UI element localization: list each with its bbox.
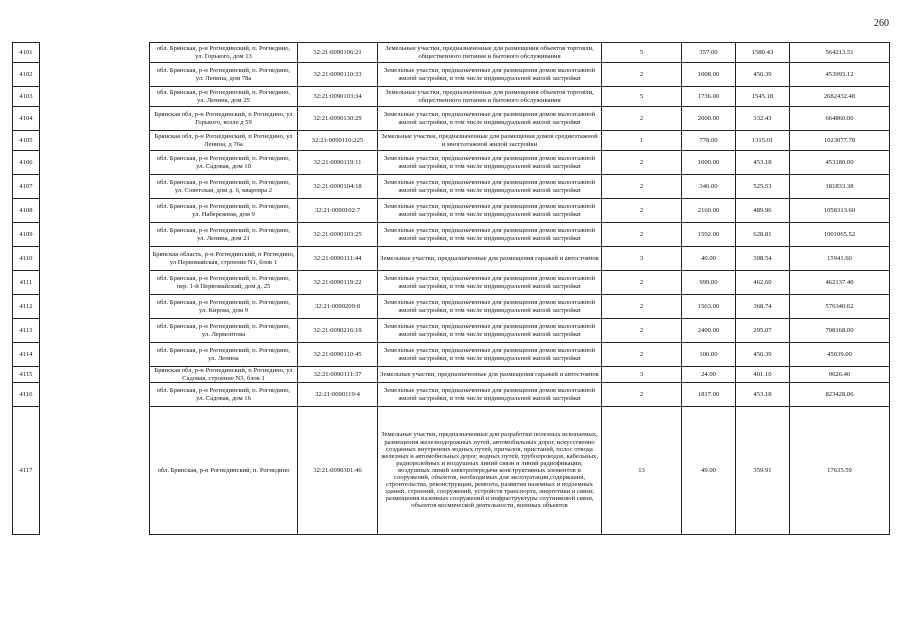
cell-land-use-purpose: Земельные участки, предназначенные для размещения домов малоэтажной жилой застройки, в том числе индивидуальной жилой застройки: [378, 295, 602, 319]
cell-use-group: 2: [602, 63, 682, 87]
cell-gap: [40, 247, 150, 271]
cell-gap: [40, 43, 150, 63]
cell-use-group: 2: [602, 319, 682, 343]
cell-land-use-purpose: Земельные участки, предназначенные для размещения домов малоэтажной жилой застройки, в том числе индивидуальной жилой застройки: [378, 199, 602, 223]
cell-cadastral-number: 32:21:0090103:25: [298, 223, 378, 247]
cell-specific-value: 525.53: [736, 175, 790, 199]
cell-cadastral-number: 32:21:0090104:18: [298, 175, 378, 199]
cell-use-group: 2: [602, 223, 682, 247]
cell-cadastral-value: 17635.59: [790, 407, 890, 535]
table-row: [13, 131, 890, 151]
cell-cadastral-value: 15941.60: [790, 247, 890, 271]
cell-address: обл. Брянская, р-н Рогнединский, п. Рогнедино, ул. Лермонтова: [150, 319, 298, 343]
cell-gap: [40, 63, 150, 87]
cell-land-use-purpose: Земельные участки, предназначенные для разработки полезных ископаемых, размещения железнодорожных путей, автомобильных дорог, искусственно созданных внутренних водных путей, причалов, пристаней, полос отвода железных и автомобильных дорог, водных путей, трубопроводов, кабельных, радиорелейных и воздушных линий связи и линий радиофикации, воздушных линий электропередачи конструктивных элементов и сооружений, объектов, необходимых для эксплуатации,содержания, строительства, реконструкции, ремонта, развития наземных и подземных зданий, строений, сооружений, устройств транспорта, энергетики и связи; размещения наземных сооружений и инфраструктуры спутниковой связи, объектов космической деятельности, военных объектов: [378, 407, 602, 535]
cell-address: обл. Брянская, р-н Рогнединский, п. Рогнедино, ул. Набережная, дом 9: [150, 199, 298, 223]
cell-specific-value: 453.18: [736, 151, 790, 175]
cell-address: обл. Брянская, р-н Рогнединский, п. Рогнедино: [150, 407, 298, 535]
cell-cadastral-value: 181833.38: [790, 175, 890, 199]
cell-cadastral-value: 1023077.78: [790, 131, 890, 151]
cell-address: Брянская обл, р-н Рогнединский, п Рогнедино, ул Садовая, строение N3, блок 1: [150, 367, 298, 383]
cell-cadastral-number: 32:21:0090111:44: [298, 247, 378, 271]
cell-area: 1008.00: [682, 63, 736, 87]
cell-land-use-purpose: Земельные участки, предназначенные для размещения гаражей и автостоянок: [378, 367, 602, 383]
land-plot-registry-table: [12, 42, 890, 535]
cell-row-number: 4109: [13, 223, 40, 247]
cell-cadastral-number: 32:21:0090102:7: [298, 199, 378, 223]
cell-cadastral-number: 32:21:0090130:29: [298, 107, 378, 131]
cell-row-number: 4117: [13, 407, 40, 535]
page-number: 260: [874, 18, 889, 29]
cell-address: обл. Брянская, р-н Рогнединский, п. Рогнедино, ул. Садовая, дом 16: [150, 383, 298, 407]
cell-cadastral-number: 32:21:0090103:34: [298, 87, 378, 107]
cell-specific-value: 453.18: [736, 383, 790, 407]
cell-gap: [40, 151, 150, 175]
cell-cadastral-number: 32:21:0090110:33: [298, 63, 378, 87]
cell-specific-value: 332.43: [736, 107, 790, 131]
cell-row-number: 4113: [13, 319, 40, 343]
cell-land-use-purpose: Земельные участки, предназначенные для размещения домов малоэтажной жилой застройки, в том числе индивидуальной жилой застройки: [378, 343, 602, 367]
cell-row-number: 4108: [13, 199, 40, 223]
cell-use-group: 2: [602, 295, 682, 319]
cell-cadastral-value: 576340.62: [790, 295, 890, 319]
table-body: [13, 43, 890, 535]
cell-specific-value: 1315.01: [736, 131, 790, 151]
table-row: [13, 151, 890, 175]
cell-area: 100.00: [682, 343, 736, 367]
cell-area: 346.00: [682, 175, 736, 199]
cell-area: 778.00: [682, 131, 736, 151]
table-row: [13, 175, 890, 199]
cell-land-use-purpose: Земельные участки, предназначенные для размещения домов среднеэтажной и многоэтажной жилой застройки: [378, 131, 602, 151]
cell-specific-value: 450.39: [736, 343, 790, 367]
cell-use-group: 2: [602, 383, 682, 407]
cell-address: Брянская обл, р-н Рогнединский, п Рогнедино, ул Горького, возле д 59: [150, 107, 298, 131]
cell-address: обл. Брянская, р-н Рогнединский, п. Рогнедино, ул. Советская, дом д. 6, квартира 2: [150, 175, 298, 199]
table-row: [13, 367, 890, 383]
cell-gap: [40, 131, 150, 151]
cell-specific-value: 1580.43: [736, 43, 790, 63]
cell-cadastral-value: 45039.00: [790, 343, 890, 367]
cell-cadastral-value: 664860.00: [790, 107, 890, 131]
cell-address: обл. Брянская, р-н Рогнединский, п. Рогнедино, пер. 1-й Первомайский, дом д. 25: [150, 271, 298, 295]
cell-land-use-purpose: Земельные участки, предназначенные для размещения гаражей и автостоянок: [378, 247, 602, 271]
cell-address: обл. Брянская, р-н Рогнединский, п. Рогнедино, ул. Ленина: [150, 343, 298, 367]
cell-land-use-purpose: Земельные участки, предназначенные для размещения домов малоэтажной жилой застройки, в том числе индивидуальной жилой застройки: [378, 151, 602, 175]
cell-land-use-purpose: Земельные участки, предназначенные для размещения домов малоэтажной жилой застройки, в том числе индивидуальной жилой застройки: [378, 175, 602, 199]
cell-area: 2000.00: [682, 107, 736, 131]
cell-area: 1563.00: [682, 295, 736, 319]
cell-use-group: 2: [602, 175, 682, 199]
cell-land-use-purpose: Земельные участки, предназначенные для размещения домов малоэтажной жилой застройки, в том числе индивидуальной жилой застройки: [378, 107, 602, 131]
cell-land-use-purpose: Земельные участки, предназначенные для размещения объектов торговли, общественного питания и бытового обслуживания: [378, 43, 602, 63]
cell-specific-value: 450.39: [736, 63, 790, 87]
cell-cadastral-value: 1001065.52: [790, 223, 890, 247]
cell-gap: [40, 87, 150, 107]
cell-address: обл. Брянская, р-н Рогнединский, п. Рогнедино, ул. Кирова, дом 9: [150, 295, 298, 319]
table-row: [13, 247, 890, 271]
cell-row-number: 4107: [13, 175, 40, 199]
cell-cadastral-number: 32:21:0090301:46: [298, 407, 378, 535]
cell-specific-value: 1545.18: [736, 87, 790, 107]
cell-address: обл. Брянская, р-н Рогнединский, п. Рогнедино, ул. Ленина, дом 25: [150, 87, 298, 107]
cell-cadastral-value: 453993.12: [790, 63, 890, 87]
cell-cadastral-number: 32:21:0090209:8: [298, 295, 378, 319]
cell-area: 2160.00: [682, 199, 736, 223]
table-row: [13, 295, 890, 319]
cell-gap: [40, 223, 150, 247]
cell-area: 24.00: [682, 367, 736, 383]
table-row: [13, 383, 890, 407]
cell-address: Брянская область, р-н Рогнединский, п Рогнедино, ул Первомайская, строение N1, блок 1: [150, 247, 298, 271]
cell-cadastral-value: 9626.40: [790, 367, 890, 383]
table-row: [13, 199, 890, 223]
cell-specific-value: 295.07: [736, 319, 790, 343]
cell-row-number: 4105: [13, 131, 40, 151]
cell-use-group: 3: [602, 247, 682, 271]
cell-cadastral-number: 32:21:0090216:19: [298, 319, 378, 343]
cell-row-number: 4111: [13, 271, 40, 295]
cell-cadastral-value: 564213.51: [790, 43, 890, 63]
cell-gap: [40, 295, 150, 319]
cell-use-group: 5: [602, 43, 682, 63]
cell-land-use-purpose: Земельные участки, предназначенные для размещения домов малоэтажной жилой застройки, в том числе индивидуальной жилой застройки: [378, 319, 602, 343]
cell-use-group: 5: [602, 87, 682, 107]
cell-address: обл. Брянская, р-н Рогнединский, п. Рогнедино, ул. Ленина, дом 78а: [150, 63, 298, 87]
cell-cadastral-value: 1058313.60: [790, 199, 890, 223]
cell-address: обл. Брянская, р-н Рогнединский, п. Рогнедино, ул. Ленина, дом 21: [150, 223, 298, 247]
table-row: [13, 43, 890, 63]
cell-specific-value: 489.96: [736, 199, 790, 223]
cell-gap: [40, 271, 150, 295]
cell-area: 1592.00: [682, 223, 736, 247]
cell-use-group: 13: [602, 407, 682, 535]
cell-specific-value: 359.91: [736, 407, 790, 535]
cell-row-number: 4110: [13, 247, 40, 271]
cell-gap: [40, 367, 150, 383]
cell-area: 2400.00: [682, 319, 736, 343]
cell-row-number: 4101: [13, 43, 40, 63]
cell-cadastral-number: 32:21:0090119:4: [298, 383, 378, 407]
cell-area: 49.00: [682, 407, 736, 535]
cell-use-group: 3: [602, 367, 682, 383]
table-row: [13, 271, 890, 295]
cell-use-group: 2: [602, 271, 682, 295]
cell-row-number: 4115: [13, 367, 40, 383]
cell-cadastral-number: 32:21:0090106:21: [298, 43, 378, 63]
cell-gap: [40, 175, 150, 199]
cell-use-group: 2: [602, 107, 682, 131]
cell-gap: [40, 383, 150, 407]
cell-use-group: 2: [602, 151, 682, 175]
cell-cadastral-number: 32:21:0090119:11: [298, 151, 378, 175]
cell-cadastral-number: 32:21:0090110:45: [298, 343, 378, 367]
table-row: [13, 107, 890, 131]
cell-area: 357.00: [682, 43, 736, 63]
cell-land-use-purpose: Земельные участки, предназначенные для размещения домов малоэтажной жилой застройки, в том числе индивидуальной жилой застройки: [378, 223, 602, 247]
cell-land-use-purpose: Земельные участки, предназначенные для размещения объектов торговли, общественного питания и бытового обслуживания: [378, 87, 602, 107]
cell-row-number: 4114: [13, 343, 40, 367]
table-row: [13, 87, 890, 107]
cell-cadastral-value: 462137.40: [790, 271, 890, 295]
cell-use-group: 2: [602, 199, 682, 223]
cell-gap: [40, 343, 150, 367]
cell-gap: [40, 407, 150, 535]
cell-gap: [40, 199, 150, 223]
cell-row-number: 4112: [13, 295, 40, 319]
cell-area: 1000.00: [682, 151, 736, 175]
cell-cadastral-value: 453180.00: [790, 151, 890, 175]
table-row: [13, 343, 890, 367]
cell-area: 1736.00: [682, 87, 736, 107]
cell-land-use-purpose: Земельные участки, предназначенные для размещения домов малоэтажной жилой застройки, в том числе индивидуальной жилой застройки: [378, 63, 602, 87]
table-row: [13, 407, 890, 535]
cell-cadastral-number: 32:21:0090119:22: [298, 271, 378, 295]
cell-specific-value: 462.60: [736, 271, 790, 295]
cell-specific-value: 628.81: [736, 223, 790, 247]
cell-row-number: 4104: [13, 107, 40, 131]
cell-cadastral-value: 708168.00: [790, 319, 890, 343]
cell-use-group: 1: [602, 131, 682, 151]
cell-address: Брянская обл, р-н Рогнединский, п Рогнедино, ул Ленина, д 76а: [150, 131, 298, 151]
table-row: [13, 319, 890, 343]
cell-cadastral-value: 2682432.48: [790, 87, 890, 107]
cell-specific-value: 401.10: [736, 367, 790, 383]
cell-area: 999.00: [682, 271, 736, 295]
cell-gap: [40, 107, 150, 131]
cell-cadastral-number: 32:21:0090110:225: [298, 131, 378, 151]
cell-area: 1817.00: [682, 383, 736, 407]
cell-row-number: 4102: [13, 63, 40, 87]
table-row: [13, 223, 890, 247]
cell-row-number: 4106: [13, 151, 40, 175]
cell-row-number: 4103: [13, 87, 40, 107]
cell-address: обл. Брянская, р-н Рогнединский, п. Рогнедино, ул. Горького, дом 13: [150, 43, 298, 63]
cell-land-use-purpose: Земельные участки, предназначенные для размещения домов малоэтажной жилой застройки, в том числе индивидуальной жилой застройки: [378, 271, 602, 295]
cell-area: 40.00: [682, 247, 736, 271]
cell-row-number: 4116: [13, 383, 40, 407]
cell-use-group: 2: [602, 343, 682, 367]
cell-specific-value: 368.74: [736, 295, 790, 319]
table-row: [13, 63, 890, 87]
cell-cadastral-number: 32:21:0090111:37: [298, 367, 378, 383]
cell-address: обл. Брянская, р-н Рогнединский, п. Рогнедино, ул. Садовая, дом 10: [150, 151, 298, 175]
cell-cadastral-value: 823428.06: [790, 383, 890, 407]
cell-specific-value: 398.54: [736, 247, 790, 271]
cell-land-use-purpose: Земельные участки, предназначенные для размещения домов малоэтажной жилой застройки, в том числе индивидуальной жилой застройки: [378, 383, 602, 407]
cell-gap: [40, 319, 150, 343]
